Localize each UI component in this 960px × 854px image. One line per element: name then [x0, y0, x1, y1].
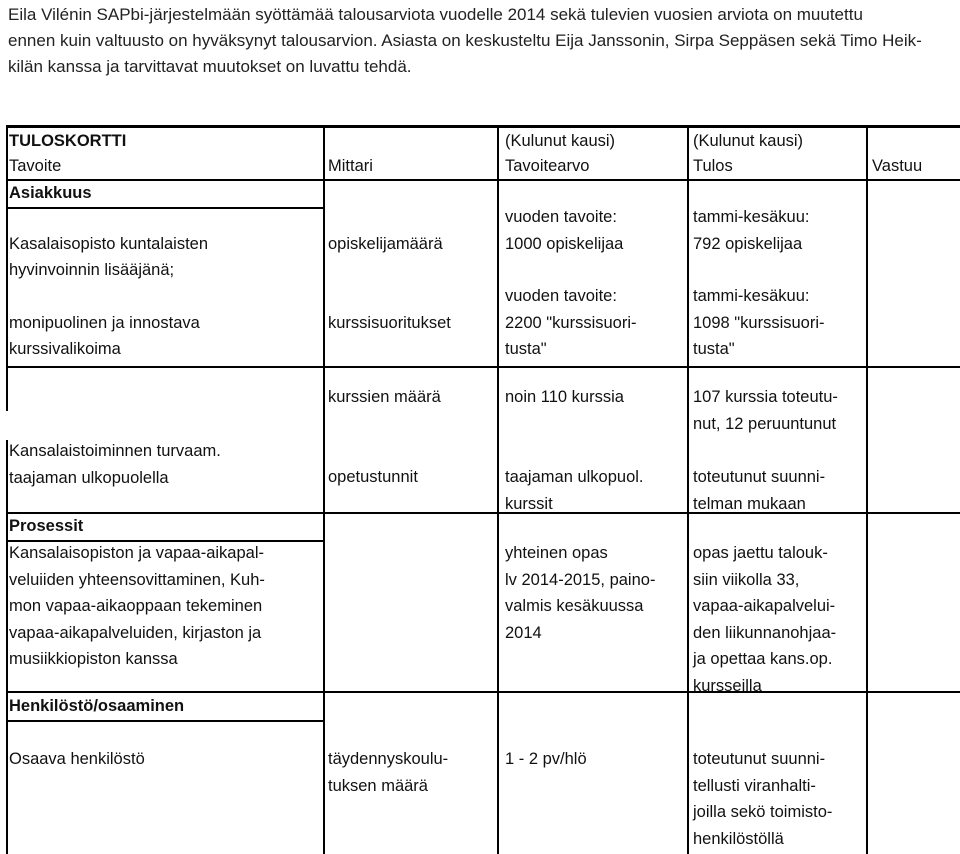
row2-tavoitearvo-line: vuoden tavoite: — [505, 287, 617, 305]
row2-tavoite-line: kurssivalikoima — [9, 340, 121, 358]
row-divider-1 — [8, 366, 960, 368]
row2-tulos-line: tusta" — [693, 340, 735, 358]
header-bottom-border — [8, 179, 960, 181]
row1-tavoitearvo-line: 1000 opiskelijaa — [505, 234, 624, 253]
col-header-tulos: Tulos — [693, 157, 733, 175]
row4-tulos — [693, 464, 825, 517]
row1-tulos — [693, 204, 809, 257]
row6-mittari-line: täydennyskoulu- — [328, 750, 449, 768]
row2-tavoitearvo-line: 2200 "kurssisuori- — [505, 313, 637, 332]
row2-tavoitearvo-line: tusta" — [505, 340, 547, 358]
col-divider-1 — [323, 125, 325, 854]
row5-tulos-line: opas jaettu talouk- — [693, 544, 828, 562]
col-header-tavoite: Tavoite — [9, 157, 62, 175]
row5-tavoitearvo-line: yhteinen opas — [505, 544, 608, 562]
col-divider-4 — [866, 125, 868, 854]
row1-tavoite — [9, 204, 208, 284]
row4-mittari — [328, 464, 418, 491]
row1-tulos-line: tammi-kesäkuu: — [693, 208, 810, 226]
row5-tavoitearvo-line: lv 2014-2015, paino- — [505, 570, 656, 589]
row1-tavoite-line: Kasalaisopisto kuntalaisten — [9, 234, 209, 253]
row1-mittari-line: opiskelijamäärä — [328, 234, 443, 253]
row6-tulos-line: tellusti viranhalti- — [693, 776, 816, 795]
row6-tavoitearvo-line: 1 - 2 pv/hlö — [505, 750, 587, 768]
row1-tulos-line: 792 opiskelijaa — [693, 234, 803, 253]
row2-tavoite — [9, 283, 200, 363]
row6-tavoitearvo — [505, 746, 587, 773]
col-header-vastuu: Vastuu — [872, 157, 923, 175]
row5-tavoitearvo — [505, 540, 655, 646]
table-left-border — [6, 125, 8, 411]
row1-tavoitearvo-line: vuoden tavoite: — [505, 208, 617, 226]
row5-tavoite — [9, 540, 265, 673]
row3-tulos-line: 107 kurssia toteutu- — [693, 388, 838, 406]
row2-tavoite-line: monipuolinen ja innostava — [9, 313, 200, 332]
row4-tulos-line: telman mukaan — [693, 494, 806, 513]
row6-tulos-line: toteutunut suunni- — [693, 750, 826, 768]
row5-tavoite-line: mon vapaa-aikaoppaan tekeminen — [9, 597, 263, 615]
intro-line: kilän kanssa ja tarvittavat muutokset on luvattu tehdä. — [8, 57, 412, 76]
row1-tavoitearvo — [505, 204, 623, 257]
table-top-border — [8, 125, 960, 128]
row4-tulos-line: toteutunut suunni- — [693, 468, 826, 486]
row3-mittari-line: kurssien määrä — [328, 388, 441, 406]
row6-tavoite — [9, 746, 145, 773]
intro-line: Eila Vilénin SAPbi-järjestelmään syöttämää talousarviota vuodelle 2014 sekä tulevien vuosien arviota on muutettu — [8, 5, 863, 24]
intro-line: ennen kuin valtuusto on hyväksynyt talousarvion. Asiasta on keskusteltu Eija Janssonin, Sirpa Seppäsen sekä Timo Heik- — [8, 31, 922, 50]
row6-tulos-line: henkilöstöllä — [693, 829, 784, 848]
row1-mittari — [328, 204, 443, 257]
row5-tulos-line: kursseilla — [693, 676, 762, 695]
row6-tulos-line: joilla sekö toimisto- — [693, 803, 833, 821]
table-left-border-lower — [6, 440, 8, 854]
row2-tulos-line: tammi-kesäkuu: — [693, 287, 810, 305]
row4-tavoite-line: Kansalaistoiminnen turvaam. — [9, 442, 221, 460]
section-prosessit: Prosessit — [9, 517, 84, 535]
row2-tavoitearvo — [505, 283, 637, 363]
row5-tavoite-line: Kansalaisopiston ja vapaa-aikapal- — [9, 544, 264, 562]
row6-tavoite-line: Osaava henkilöstö — [9, 750, 145, 768]
row3-tulos — [693, 384, 838, 437]
intro-paragraph — [8, 2, 953, 80]
row4-tavoitearvo-line: kurssit — [505, 494, 553, 513]
col-divider-3 — [687, 125, 689, 854]
row4-tavoitearvo — [505, 464, 644, 517]
row5-tulos — [693, 540, 836, 699]
table-title: TULOSKORTTI — [9, 132, 127, 150]
col-header-tulos-period: (Kulunut kausi) — [693, 132, 804, 150]
row5-tavoitearvo-line: valmis kesäkuussa — [505, 597, 644, 615]
row6-mittari-line: tuksen määrä — [328, 776, 428, 795]
row5-tavoite-line: musiikkiopiston kanssa — [9, 650, 178, 668]
row3-tulos-line: nut, 12 peruuntunut — [693, 414, 837, 433]
row5-tulos-line: den liikunnanohjaa- — [693, 623, 837, 642]
row4-tavoite — [9, 438, 221, 491]
col-divider-2 — [497, 125, 499, 854]
row5-tulos-line: vapaa-aikapalvelui- — [693, 597, 836, 615]
row3-tavoitearvo-line: noin 110 kurssia — [505, 388, 624, 406]
col-header-tavoitearvo: Tavoitearvo — [505, 157, 590, 175]
col-header-tavoitearvo-period: (Kulunut kausi) — [505, 132, 616, 150]
row4-mittari-line: opetustunnit — [328, 468, 418, 486]
row2-mittari — [328, 283, 451, 336]
row4-tavoite-line: taajaman ulkopuolella — [9, 468, 169, 487]
row2-mittari-line: kurssisuoritukset — [328, 313, 451, 332]
row2-tulos — [693, 283, 825, 363]
row6-mittari — [328, 746, 448, 799]
row6-tulos — [693, 746, 832, 852]
row-divider-5 — [8, 720, 325, 722]
row5-tavoitearvo-line: 2014 — [505, 623, 542, 642]
row4-tavoitearvo-line: taajaman ulkopuol. — [505, 468, 644, 486]
section-asiakkuus: Asiakkuus — [9, 184, 92, 202]
row3-tavoitearvo — [505, 384, 624, 411]
row5-tavoite-line: veluiiden yhteensovittaminen, Kuh- — [9, 570, 265, 589]
section-henkilosto: Henkilöstö/osaaminen — [9, 697, 185, 715]
row1-tavoite-line: hyvinvoinnin lisääjänä; — [9, 261, 175, 279]
row5-tulos-line: ja opettaa kans.op. — [693, 650, 833, 668]
row5-tavoite-line: vapaa-aikapalveluiden, kirjaston ja — [9, 623, 262, 642]
col-header-mittari: Mittari — [328, 157, 373, 175]
row2-tulos-line: 1098 "kurssisuori- — [693, 313, 825, 332]
row3-mittari — [328, 384, 441, 411]
row5-tulos-line: siin viikolla 33, — [693, 570, 800, 589]
